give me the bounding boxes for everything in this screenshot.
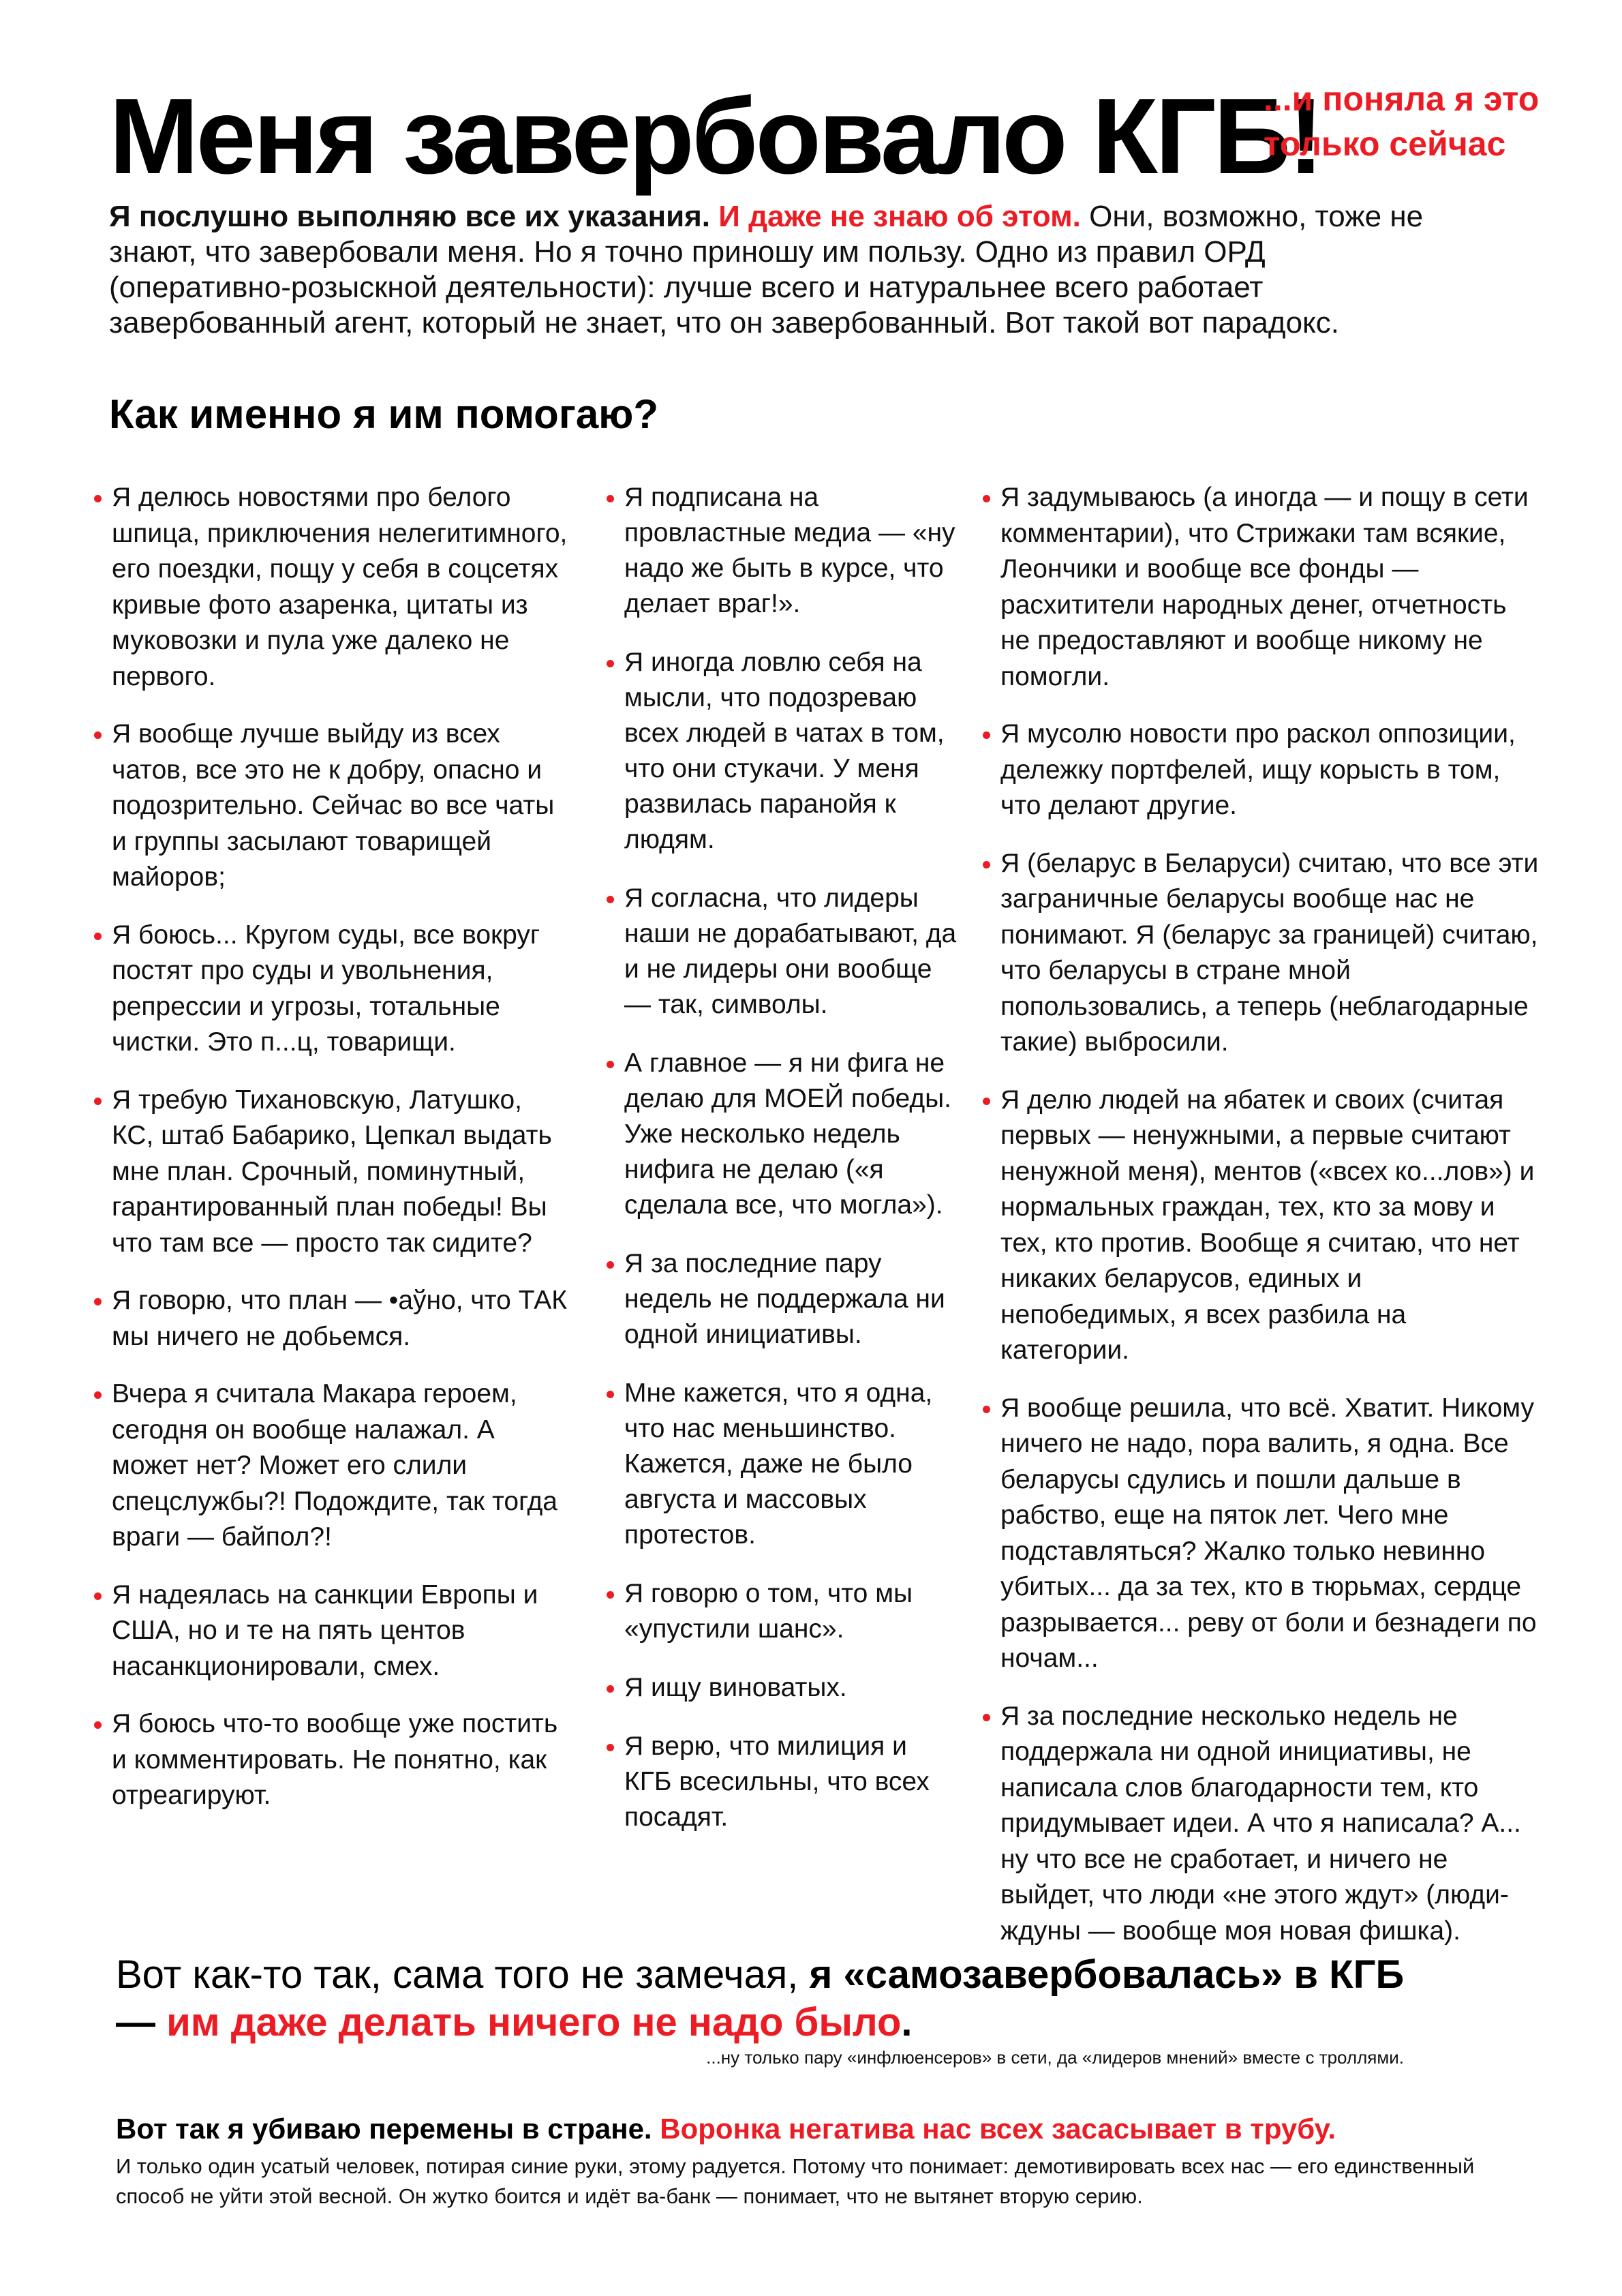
bullet-icon <box>983 1406 990 1413</box>
bullet-icon <box>983 861 990 868</box>
bullet-list <box>604 480 958 1835</box>
bullet-icon <box>94 933 102 940</box>
footer-bold: Вот так я убиваю перемены в стране. <box>116 2113 652 2145</box>
conclusion <box>116 1951 1411 2046</box>
list-item <box>604 881 958 1023</box>
list-item-text: Я верю, что милиция и КГБ всесильны, что всех посадят. <box>624 1732 930 1832</box>
intro-rest: Они, возможно, тоже не знают, что завербовали меня. Но я точно приношу им пользу. Одно из правил ОРД (оперативно-розыскной деятельности): лучше всего и натуральнее всего работает завербованный агент, который не знает, что он завербованный. Вот такой вот парадокс. <box>109 200 1424 339</box>
bullet-icon <box>983 495 990 502</box>
bullet-icon <box>607 1591 614 1599</box>
bullet-icon <box>607 1744 614 1751</box>
list-item-text: Вчера я считала Макара героем, сегодня он вообще налажал. А может нет? Может его слили спецслужбы?! Подождите, так тогда враги — байпол?! <box>112 1379 557 1552</box>
list-item <box>91 1083 568 1262</box>
list-item-text: Я говорю, что план — •аўно, что ТАК мы ничего не добьемся. <box>112 1286 567 1351</box>
column-3 <box>980 480 1539 1971</box>
subtitle-line-2: только сейчас <box>1264 125 1506 163</box>
list-item <box>604 1046 958 1223</box>
list-item <box>604 1576 958 1647</box>
list-item-text: Я задумываюсь (а иногда — и пощу в сети комментарии), что Стрижаки там всякие, Леончики и вообще все фонды — расхитители народных денег, отчетность не предоставляют и вообще никому не помогли. <box>1000 483 1529 691</box>
conclusion-plain: Вот как-то так, сама того не замечая, <box>116 1952 810 1997</box>
list-item-text: Я (беларус в Беларуси) считаю, что все эти заграничные беларусы вообще нас не понимают. Я (беларус за границей) считаю, что беларусы в стране мной попользовались, а теперь (неблагодарные такие) выбросили. <box>1000 848 1539 1057</box>
list-item <box>980 1391 1539 1677</box>
intro-paragraph <box>109 199 1445 341</box>
conclusion-end: . <box>901 2000 913 2044</box>
list-item <box>980 1083 1539 1369</box>
list-item <box>91 480 568 695</box>
list-item-text: А главное — я ни фига не делаю для МОЕЙ победы. Уже несколько недель нифига не делаю («я сделала все, что могла»). <box>624 1048 952 1220</box>
bullet-icon <box>607 1685 614 1693</box>
bullet-icon <box>983 1098 990 1105</box>
list-item <box>980 1699 1539 1950</box>
bullet-icon <box>94 1098 102 1105</box>
list-item <box>91 1577 568 1685</box>
list-item-text: Я иногда ловлю себя на мысли, что подозреваю всех людей в чатах в том, что они стукачи. У меня развилась паранойя к людям. <box>624 648 945 854</box>
list-item-text: Я делюсь новостями про белого шпица, приключения нелегитимного, его поездки, пощу у себя в соцсетях кривые фото азаренка, цитаты из муковозки и пула уже далеко не первого. <box>112 483 568 691</box>
list-item-text: Я вообще решила, что всё. Хватит. Никому ничего не надо, пора валить, я одна. Все беларусы сдулись и пошли дальше в рабство, еще на пяток лет. Чего мне подставляться? Жалко только невинно убитых... да за тех, кто в тюрьмах, сердце разрывается... реву от боли и безнадеги по ночам... <box>1000 1393 1537 1673</box>
list-item-text: Мне кажется, что я одна, что нас меньшинство. Кажется, даже не было августа и массовых протестов. <box>624 1378 933 1550</box>
list-item <box>91 1376 568 1556</box>
list-item <box>604 1670 958 1706</box>
bullet-icon <box>94 1298 102 1305</box>
bullet-icon <box>607 660 614 667</box>
section-heading: Как именно я им помогаю? <box>109 391 659 437</box>
list-item-text: Я согласна, что лидеры наши не дорабатывают, да и не лидеры они вообще — так, символы. <box>624 883 957 1019</box>
bullet-icon <box>94 495 102 502</box>
footer <box>116 2109 1520 2211</box>
list-item <box>91 918 568 1061</box>
list-item-text: Я делю людей на ябатек и своих (считая первых — ненужными, а первые считают ненужной меня), ментов («всех ко...лов») и нормальных граждан, тех, кто за мову и тех, кто против. Вообще я считаю, что нет никаких беларусов, единых и непобедимых, я всех разбила на категории. <box>1000 1085 1535 1365</box>
bullet-icon <box>607 896 614 903</box>
list-item <box>91 1706 568 1814</box>
list-item <box>91 716 568 896</box>
header <box>109 68 1581 205</box>
list-item <box>604 645 958 858</box>
list-item-text: Я говорю о том, что мы «упустили шанс». <box>624 1579 913 1644</box>
bullet-icon <box>607 1261 614 1269</box>
column-2 <box>604 480 958 1858</box>
column-1 <box>91 480 568 1836</box>
conclusion-bold: я «самозавербовалась» в КГБ — <box>116 1952 1405 2044</box>
list-item-text: Я мусолю новости про раскол оппозиции, дележку портфелей, ищу корысть в том, что делают другие. <box>1000 719 1516 820</box>
bullet-icon <box>94 1391 102 1399</box>
footer-headline <box>116 2109 1520 2149</box>
bullet-icon <box>607 1061 614 1068</box>
list-item <box>91 1283 568 1355</box>
subtitle-line-1: ...и поняла я это <box>1264 80 1540 118</box>
list-item-text: Я подписана на провластные медиа — «ну надо же быть в курсе, что делает враг!». <box>624 483 955 618</box>
list-item-text: Я боюсь что-то вообще уже постить и комментировать. Не понятно, как отреагируют. <box>112 1709 558 1810</box>
footer-red: Воронка негатива нас всех засасывает в трубу. <box>660 2113 1336 2145</box>
bullet-list <box>91 480 568 1814</box>
list-item <box>980 716 1539 824</box>
bullet-icon <box>983 731 990 739</box>
bullet-icon <box>94 1592 102 1600</box>
footer-body: И только один усатый человек, потирая синие руки, этому радуется. Потому что понимает: демотивировать всех нас — его единственный способ не уйти этой весной. Он жутко боится и идёт ва-банк — понимает, что не вытянет вторую серию. <box>116 2154 1475 2208</box>
list-item-text: Я требую Тихановскую, Латушко, КС, штаб Бабарико, Цепкал выдать мне план. Срочный, поминутный, гарантированный план победы! Вы что там все — просто так сидите? <box>112 1085 552 1258</box>
bullet-icon <box>983 1714 990 1721</box>
list-item <box>604 480 958 622</box>
bullet-list <box>980 480 1539 1949</box>
conclusion-note: ...ну только пару «инфлюенсеров» в сети, да «лидеров мнений» вместе с троллями. <box>706 2047 1404 2068</box>
bullet-icon <box>94 731 102 739</box>
list-item-text: Я надеялась на санкции Европы и США, но и те на пять центов насанкционировали, смех. <box>112 1580 538 1681</box>
page-title: Меня завербовало КГБ! <box>109 76 1321 196</box>
bullet-columns <box>0 480 1622 1946</box>
bullet-icon <box>607 1391 614 1398</box>
list-item <box>604 1729 958 1835</box>
list-item-text: Я ищу виноватых. <box>624 1673 847 1702</box>
bullet-icon <box>607 495 614 502</box>
page-subtitle <box>1264 76 1577 166</box>
list-item-text: Я вообще лучше выйду из всех чатов, все это не к добру, опасно и подозрительно. Сейчас во все чаты и группы засылают товарищей майоров; <box>112 719 555 892</box>
intro-red: И даже не знаю об этом. <box>718 200 1081 233</box>
list-item-text: Я за последние несколько недель не поддержала ни одной инициативы, не написала слов благодарности тем, кто придумывает идеи. А что я написала? А... ну что все не сработает, и ничего не выйдет, что люди «не этого ждут» (люди-ждуны — вообще моя новая фишка). <box>1000 1701 1521 1946</box>
list-item <box>980 846 1539 1061</box>
intro-bold: Я послушно выполняю все их указания. <box>109 200 711 233</box>
list-item-text: Я за последние пару недель не поддержала ни одной инициативы. <box>624 1249 945 1349</box>
list-item-text: Я боюсь... Кругом суды, все вокруг постят про суды и увольнения, репрессии и угрозы, тотальные чистки. Это п...ц, товарищи. <box>112 920 540 1057</box>
list-item <box>980 480 1539 695</box>
list-item <box>604 1246 958 1353</box>
bullet-icon <box>94 1721 102 1729</box>
conclusion-red: им даже делать ничего не надо было <box>166 2000 902 2044</box>
list-item <box>604 1376 958 1553</box>
